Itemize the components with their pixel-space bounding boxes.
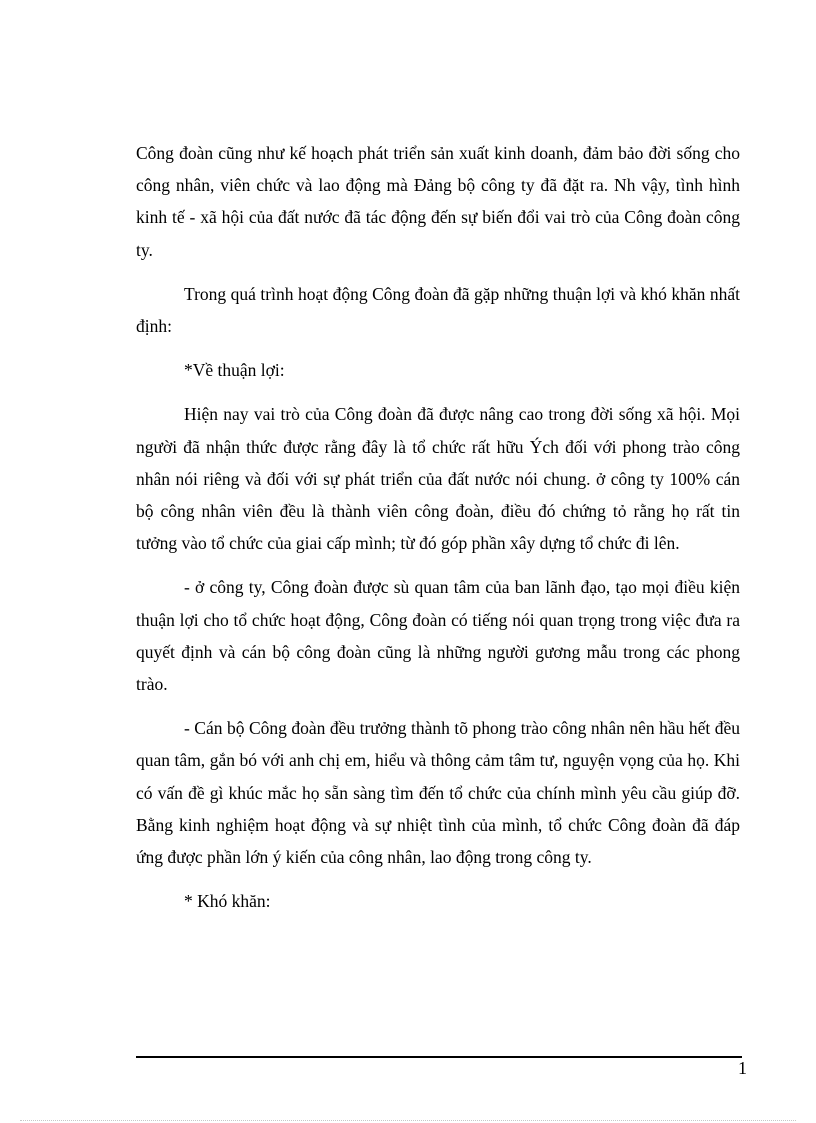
paragraph-difficulties-intro: Trong quá trình hoạt động Công đoàn đã gặp những thuận lợi và khó khăn nhất định:	[136, 283, 740, 337]
paragraph-leadership-support: - ở công ty, Công đoàn được sù quan tâm của ban lãnh đạo, tạo mọi điều kiện thuận lợi cho tổ chức hoạt động, Công đoàn có tiếng nói quan trọng trong việc đưa ra quyết định và cán bộ công đoàn cũng là những người gương mẫu trong các phong trào.	[136, 577, 740, 695]
paragraph-union-role: Hiện nay vai trò của Công đoàn đã được nâng cao trong đời sống xã hội. Mọi người đã nhận thức được rằng đây là tổ chức rất hữu Ých đối với phong trào công nhân nói riêng và đối với sự phát triển của đất nước nói chung. ở công ty 100% cán bộ công nhân viên đều là thành viên công đoàn, điều đó chứng tỏ rằng họ rất tin tưởng vào tổ chức của giai cấp mình; từ đó góp phần xây dựng tổ chức đi lên.	[136, 404, 740, 554]
page-edge-divider	[20, 1120, 796, 1121]
paragraph-union-officers: - Cán bộ Công đoàn đều trưởng thành tõ phong trào công nhân nên hầu hết đều quan tâm, gắn bó với anh chị em, hiểu và thông cảm tâm tư, nguyện vọng của họ. Khi có vấn đề gì khúc mắc họ sẵn sàng tìm đến tổ chức của chính mình yêu cầu giúp đỡ. Bằng kinh nghiệm hoạt động và sự nhiệt tình của mình, tổ chức Công đoàn đã đáp ứng được phần lớn ý kiến của công nhân, lao động trong công ty.	[136, 718, 740, 868]
heading-advantages: *Về thuận lợi:	[184, 360, 285, 381]
paragraph-continuation: Công đoàn cũng như kế hoạch phát triển sản xuất kinh doanh, đảm bảo đời sống cho công nhân, viên chức và lao động mà Đảng bộ công ty đã đặt ra. Nh vậy, tình hình kinh tế - xã hội của đất nước đã tác động đến sự biến đổi vai trò của Công đoàn công ty.	[136, 143, 740, 260]
footer-rule	[136, 1056, 742, 1058]
heading-difficulties: * Khó khăn:	[184, 891, 271, 912]
page-number: 1	[738, 1058, 747, 1078]
page-body	[136, 137, 740, 917]
